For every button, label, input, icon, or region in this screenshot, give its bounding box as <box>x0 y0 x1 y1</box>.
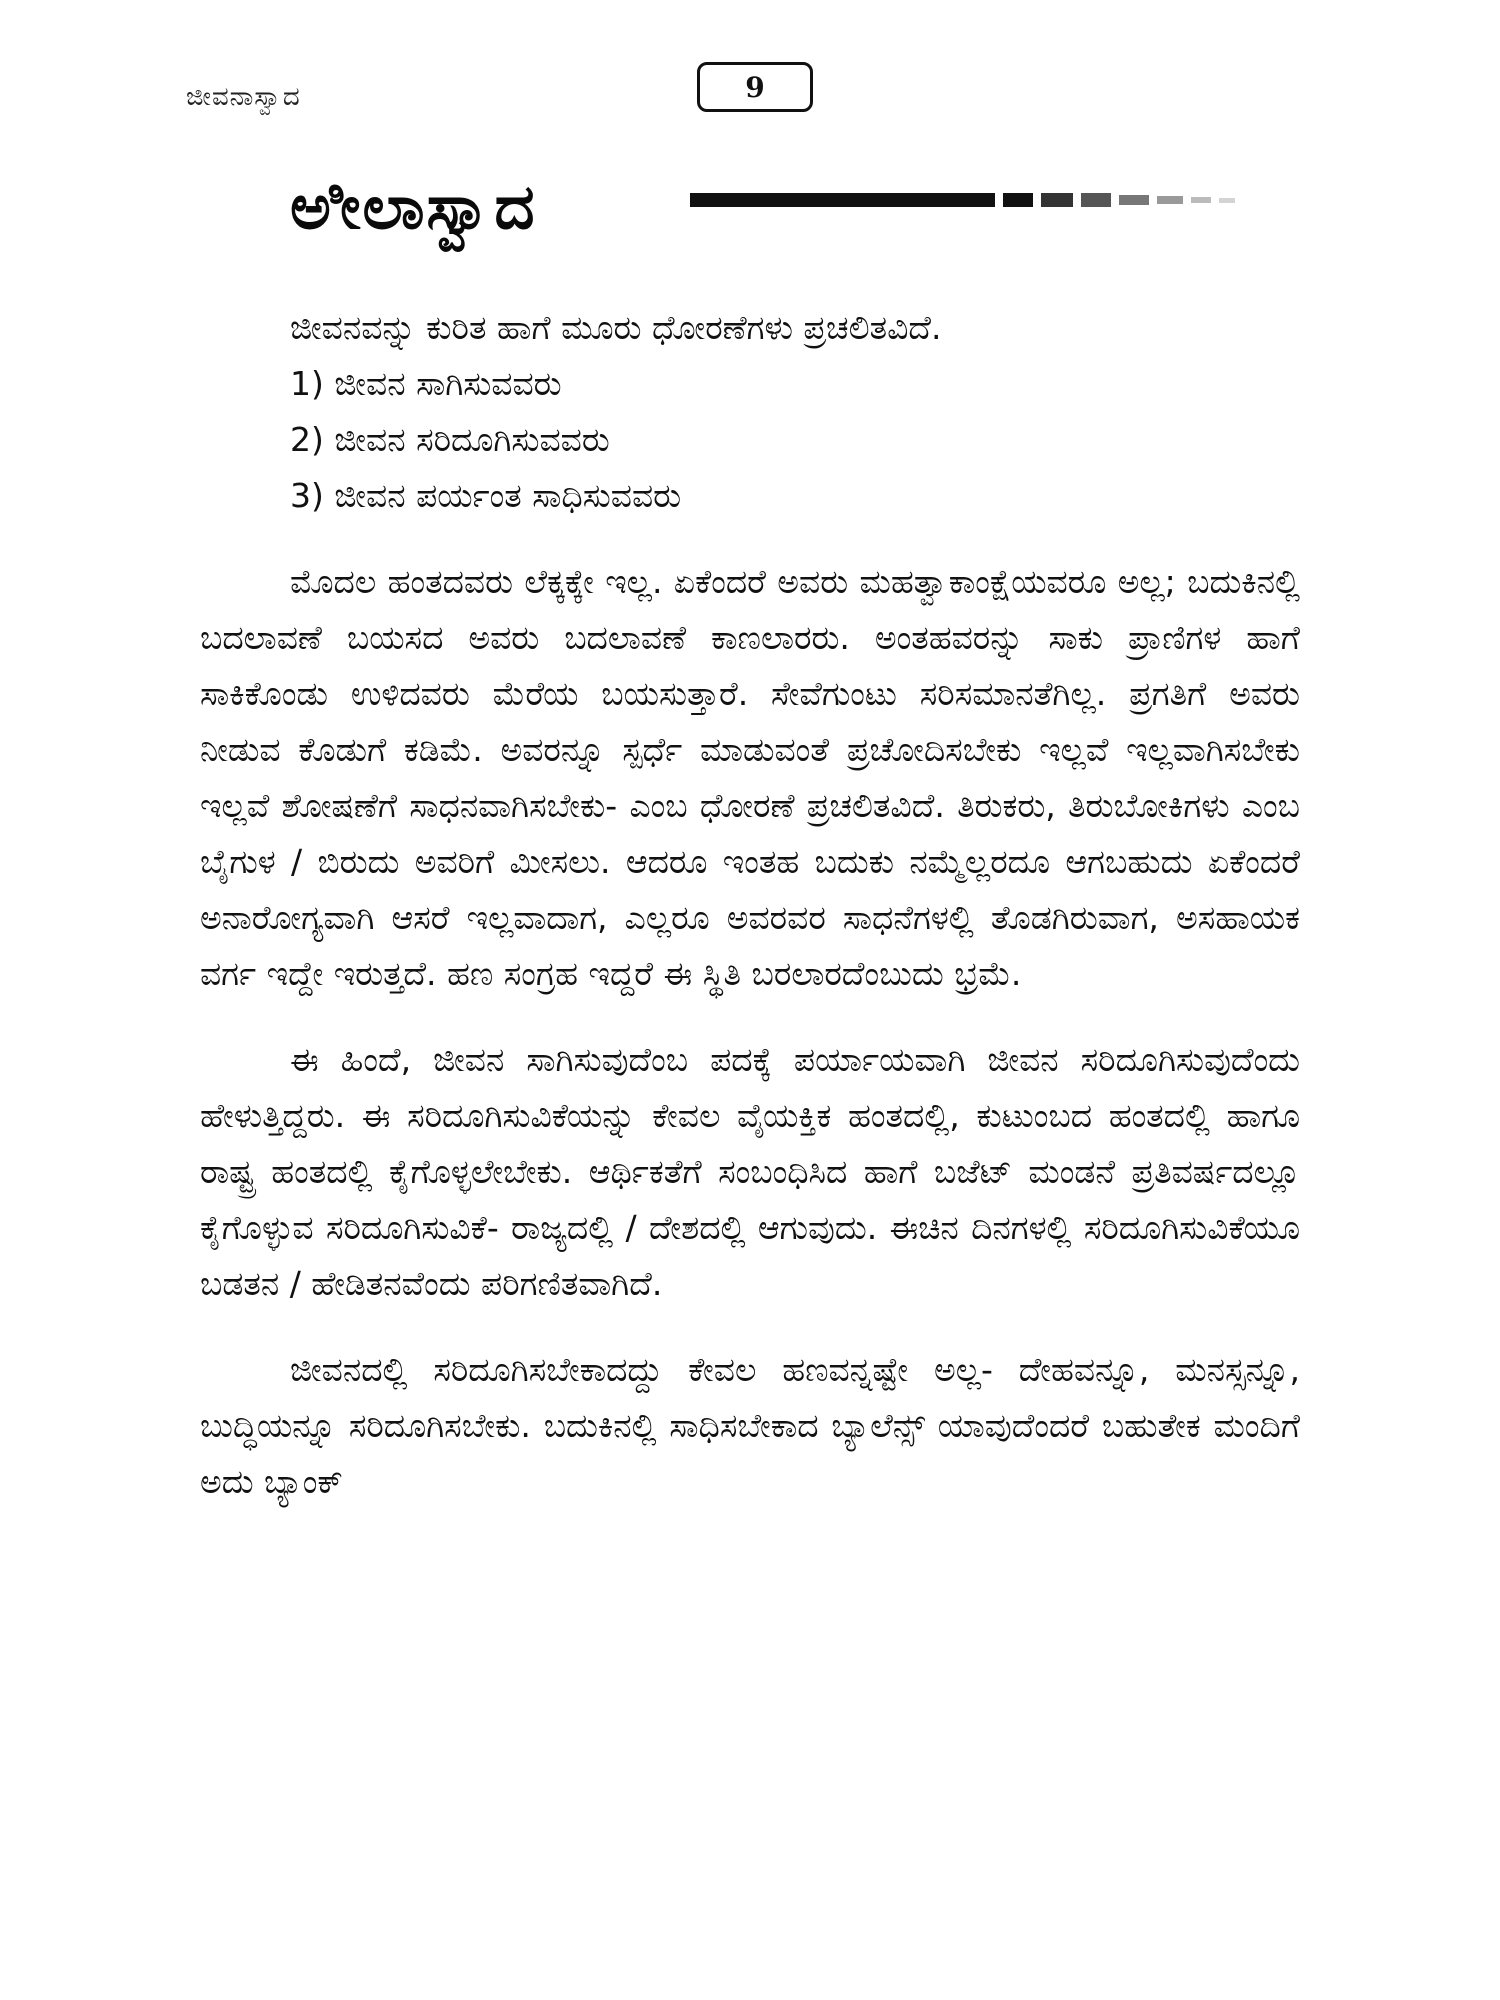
rule-segment <box>1157 196 1183 204</box>
running-head: ಜೀವನಾಸ್ವಾದ <box>186 82 301 112</box>
list-item: 1) ಜೀವನ ಸಾಗಿಸುವವರು <box>290 364 562 403</box>
rule-segment <box>1219 198 1235 203</box>
chapter-title: ಅೀಲಾಸ್ವಾದ <box>290 170 537 243</box>
paragraph: ಜೀವನದಲ್ಲಿ ಸರಿದೂಗಿಸಬೇಕಾದದ್ದು ಕೇವಲ ಹಣವನ್ನಷ್ಟೇ ಅಲ್ಲ- ದೇಹವನ್ನೂ, ಮನಸ್ಸನ್ನೂ, ಬುದ್ಧಿಯನ್ನೂ ಸರಿದೂಗಿಸಬೇಕು. ಬದುಕಿನಲ್ಲಿ ಸಾಧಿಸಬೇಕಾದ ಬ್ಯಾಲೆನ್ಸ್ ಯಾವುದೆಂದರೆ ಬಹುತೇಕ ಮಂದಿಗೆ ಅದು ಬ್ಯಾಂಕ್ <box>200 1350 1300 1501</box>
body-text <box>200 300 1300 1510</box>
rule-segment <box>1003 193 1033 207</box>
rule-segment <box>1191 197 1211 203</box>
title-decorative-rule <box>690 190 1290 210</box>
rule-segment <box>690 193 995 207</box>
rule-segment <box>1041 193 1073 207</box>
intro-line: ಜೀವನವನ್ನು ಕುರಿತ ಹಾಗೆ ಮೂರು ಧೋರಣೆಗಳು ಪ್ರಚಲಿತವಿದೆ. <box>290 308 942 347</box>
rule-segment <box>1119 195 1149 205</box>
list-item: 2) ಜೀವನ ಸರಿದೂಗಿಸುವವರು <box>290 420 610 459</box>
paragraph: ಮೊದಲ ಹಂತದವರು ಲೆಕ್ಕಕ್ಕೇ ಇಲ್ಲ. ಏಕೆಂದರೆ ಅವರು ಮಹತ್ವಾಕಾಂಕ್ಷೆಯವರೂ ಅಲ್ಲ; ಬದುಕಿನಲ್ಲಿ ಬದಲಾವಣೆ ಬಯಸದ ಅವರು ಬದಲಾವಣೆ ಕಾಣಲಾರರು. ಅಂತಹವರನ್ನು ಸಾಕು ಪ್ರಾಣಿಗಳ ಹಾಗೆ ಸಾಕಿಕೊಂಡು ಉಳಿದವರು ಮೆರೆಯ ಬಯಸುತ್ತಾರೆ. ಸೇವೆಗುಂಟು ಸರಿಸಮಾನತೆಗಿಲ್ಲ. ಪ್ರಗತಿಗೆ ಅವರು ನೀಡುವ ಕೊಡುಗೆ ಕಡಿಮೆ. ಅವರನ್ನೂ ಸ್ಪರ್ಧೆ ಮಾಡುವಂತೆ ಪ್ರಚೋದಿಸಬೇಕು ಇಲ್ಲವೆ ಇಲ್ಲವಾಗಿಸಬೇಕು ಇಲ್ಲವೆ ಶೋಷಣೆಗೆ ಸಾಧನವಾಗಿಸಬೇಕು- ಎಂಬ ಧೋರಣೆ ಪ್ರಚಲಿತವಿದೆ. ತಿರುಕರು, ತಿರುಬೋಕಿಗಳು ಎಂಬ ಬೈಗುಳ / ಬಿರುದು ಅವರಿಗೆ ಮೀಸಲು. ಆದರೂ ಇಂತಹ ಬದುಕು ನಮ್ಮೆಲ್ಲರದೂ ಆಗಬಹುದು ಏಕೆಂದರೆ ಅನಾರೋಗ್ಯವಾಗಿ ಆಸರೆ ಇಲ್ಲವಾದಾಗ, ಎಲ್ಲರೂ ಅವರವರ ಸಾಧನೆಗಳಲ್ಲಿ ತೊಡಗಿರುವಾಗ, ಅಸಹಾಯಕ ವರ್ಗ ಇದ್ದೇ ಇರುತ್ತದೆ. ಹಣ ಸಂಗ್ರಹ ಇದ್ದರೆ ಈ ಸ್ಥಿತಿ ಬರಲಾರದೆಂಬುದು ಭ್ರಮೆ. <box>200 562 1300 993</box>
list-item: 3) ಜೀವನ ಪರ್ಯಂತ ಸಾಧಿಸುವವರು <box>290 476 682 515</box>
page-number: 9 <box>697 62 813 112</box>
rule-segment <box>1081 193 1111 207</box>
paragraph: ಈ ಹಿಂದೆ, ಜೀವನ ಸಾಗಿಸುವುದೆಂಬ ಪದಕ್ಕೆ ಪರ್ಯಾಯವಾಗಿ ಜೀವನ ಸರಿದೂಗಿಸುವುದೆಂದು ಹೇಳುತ್ತಿದ್ದರು. ಈ ಸರಿದೂಗಿಸುವಿಕೆಯನ್ನು ಕೇವಲ ವೈಯಕ್ತಿಕ ಹಂತದಲ್ಲಿ, ಕುಟುಂಬದ ಹಂತದಲ್ಲಿ ಹಾಗೂ ರಾಷ್ಟ್ರ ಹಂತದಲ್ಲಿ ಕೈಗೊಳ್ಳಲೇಬೇಕು. ಆರ್ಥಿಕತೆಗೆ ಸಂಬಂಧಿಸಿದ ಹಾಗೆ ಬಜೆಟ್ ಮಂಡನೆ ಪ್ರತಿವರ್ಷದಲ್ಲೂ ಕೈಗೊಳ್ಳುವ ಸರಿದೂಗಿಸುವಿಕೆ- ರಾಜ್ಯದಲ್ಲಿ / ದೇಶದಲ್ಲಿ ಆಗುವುದು. ಈಚಿನ ದಿನಗಳಲ್ಲಿ ಸರಿದೂಗಿಸುವಿಕೆಯೂ ಬಡತನ / ಹೇಡಿತನವೆಂದು ಪರಿಗಣಿತವಾಗಿದೆ. <box>200 1040 1300 1303</box>
attitude-list <box>200 356 1300 524</box>
